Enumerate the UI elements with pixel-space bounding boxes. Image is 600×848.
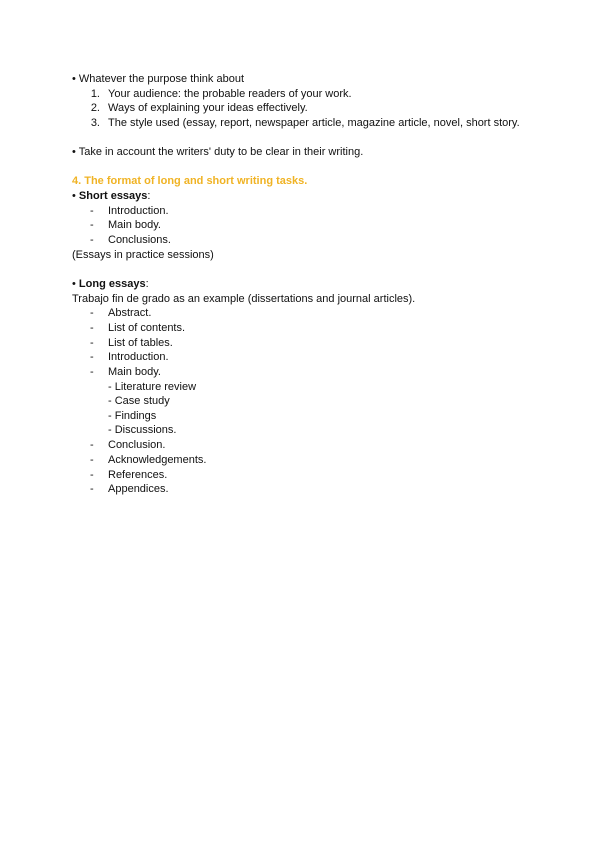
clarity-note: • Take in account the writers' duty to be clear in their writing.	[72, 146, 364, 158]
list-number: 2.	[90, 102, 100, 114]
dash-marker: -	[90, 337, 94, 349]
list-item-text: List of contents.	[108, 322, 186, 334]
list-item-text: Acknowledgements.	[108, 454, 207, 466]
list-item-text: Introduction.	[108, 205, 169, 217]
list-item-text: Main body.	[108, 366, 161, 378]
list-item-text: Main body.	[108, 219, 161, 231]
short-essays-label	[72, 189, 150, 203]
long-essays-title: Long essays	[78, 278, 146, 290]
list-item-text: References.	[108, 469, 168, 481]
dash-marker: -	[90, 205, 94, 217]
dash-marker: -	[90, 351, 94, 363]
dash-marker: -	[90, 219, 94, 231]
list-item-text: Introduction.	[108, 351, 169, 363]
bullet: •	[72, 190, 79, 202]
list-item-text: The style used (essay, report, newspaper article, magazine article, novel, short story.	[108, 117, 520, 129]
dash-marker: -	[90, 322, 94, 334]
dash-marker: -	[90, 469, 94, 481]
list-item-text: Appendices.	[108, 483, 169, 495]
list-item-text: List of tables.	[108, 337, 173, 349]
sub-list-item: - Findings	[108, 410, 157, 422]
dash-marker: -	[90, 454, 94, 466]
dash-marker: -	[90, 234, 94, 246]
dash-marker: -	[90, 366, 94, 378]
sub-list-item: - Discussions.	[108, 424, 177, 436]
bullet: •	[72, 278, 79, 290]
short-essays-note: (Essays in practice sessions)	[72, 249, 214, 261]
short-essays-title: Short essays	[78, 190, 148, 202]
list-item-text: Conclusions.	[108, 234, 171, 246]
sub-list-item: - Case study	[108, 395, 170, 407]
list-item-text: Ways of explaining your ideas effectively.	[108, 102, 308, 114]
dash-marker: -	[90, 307, 94, 319]
dash-marker: -	[90, 439, 94, 451]
section-heading: 4. The format of long and short writing tasks.	[72, 175, 308, 187]
list-item-text: Abstract.	[108, 307, 152, 319]
long-essays-intro: Trabajo fin de grado as an example (dissertations and journal articles).	[72, 293, 416, 305]
list-number: 3.	[90, 117, 100, 129]
dash-marker: -	[90, 483, 94, 495]
list-item-text: Conclusion.	[108, 439, 166, 451]
colon: :	[145, 278, 149, 290]
long-essays-label	[72, 277, 149, 291]
sub-list-item: - Literature review	[108, 381, 197, 393]
colon: :	[147, 190, 151, 202]
purpose-intro: • Whatever the purpose think about	[72, 73, 245, 85]
list-item-text: Your audience: the probable readers of your work.	[108, 88, 352, 100]
list-number: 1.	[90, 88, 100, 100]
